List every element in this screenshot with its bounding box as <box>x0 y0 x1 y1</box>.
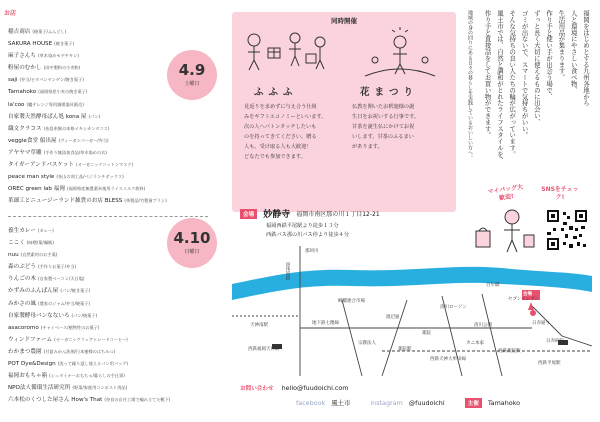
shop-note: (オーガニックフェアトレードコーヒー) <box>54 336 128 342</box>
shop-note: (味噌/菓/麺飯) <box>26 240 54 246</box>
instagram-handle[interactable]: @fuudoichi <box>408 399 445 407</box>
shop-item <box>8 394 218 406</box>
shop-name: アヤヤマ草雕 <box>8 149 42 156</box>
shop-item <box>8 370 218 382</box>
day1-weekday: 土曜日 <box>184 81 200 87</box>
map-shrine-label: 宗教法人 <box>358 341 376 346</box>
shop-note: (自然素材のお手菓) <box>20 252 58 258</box>
shop-note: (竈テレンジ専用調理器具販売) <box>26 101 84 107</box>
concurrent-title: 同時開催 <box>331 17 357 25</box>
shop-item <box>8 147 218 159</box>
shop-note: (甘夏みかん洗剤/日本蜜蜂のはちみつ) <box>43 348 116 354</box>
intro-line: ゴミが出ないで、スマートで気持ちがいい。 <box>520 10 529 138</box>
map-seven-label: セブンイレブン <box>508 297 539 302</box>
shop-note: (洗って繰り返し使えるパン用バッグ) <box>57 361 128 367</box>
shop-note: (弁当/ビタバンヤンゲン/焼き菓子) <box>19 77 84 83</box>
shop-name: Tamahoko <box>8 89 37 96</box>
shop-note: (農家のジャム/弁当/焼菓子) <box>37 300 91 306</box>
shop-note: (オーガニックコットンマスク) <box>75 162 134 168</box>
description-line: 人も、受け取る人も大歓迎！ <box>244 144 312 150</box>
shop-name: 養生カレー <box>8 228 36 234</box>
shop-name: 革細工とニュージーランド雑貨のお店 BLESS <box>8 198 123 205</box>
map-venue-dot <box>530 310 536 316</box>
access-line-2: 西鉄バス那の川バス停より徒歩４分 <box>266 232 350 238</box>
map-hyakunen-label: 百年橋 <box>486 283 500 288</box>
shop-note: (焼菓子/ふんどし) <box>32 29 67 34</box>
shop-item <box>8 99 218 111</box>
shop-note: (焼き菓子) <box>54 41 75 47</box>
contact-row <box>240 384 349 392</box>
shop-note: (糸島糸綿の本格メキシカンタコス) <box>43 125 110 131</box>
intro-line: 作り手と直接話をしてお買い物ができます。 <box>483 10 492 138</box>
shop-name: peace man style <box>8 174 55 181</box>
intro-line: ずっと長く大切に使えるものに出会い、 <box>532 10 541 126</box>
buddha-illustration <box>355 26 445 82</box>
shop-item <box>8 135 218 147</box>
shop-name: 森のぶどう <box>8 264 36 271</box>
day2-date: 4.10 <box>173 229 211 247</box>
shops-section-label: お店 <box>4 10 17 17</box>
shop-item <box>8 322 218 334</box>
shop-item <box>8 310 218 322</box>
sns-callout: SNSをチェック! <box>541 186 579 201</box>
shop-name: 粉屋のむかし <box>8 65 42 72</box>
intro-line: 生活用品が集まります。 <box>557 10 566 81</box>
shop-name: la'coo <box>8 101 25 108</box>
shop-name: わかまつ農園 <box>8 348 42 355</box>
description-line: 仏教を開いたお釈迦様の誕 <box>352 104 415 110</box>
shop-note: (野菜/家庭用コンポスト用品) <box>72 385 128 391</box>
description-line: 見返りを求めずに与え合う仕組 <box>244 104 317 110</box>
shop-note: (糸山の刈工品/ベジランチボックス) <box>56 174 124 180</box>
social-row <box>296 398 520 408</box>
event-fufufu-description <box>244 102 348 162</box>
intro-line: そんな気持ちの良い人たちの輪が広がっています。 <box>508 10 517 158</box>
map-venue-pointer <box>528 302 534 310</box>
instagram-label: instagram <box>370 399 403 407</box>
map-yakuin-nishitetsu-label: 西鉄薬院駅 <box>498 349 521 354</box>
description-line: があります。 <box>352 144 383 150</box>
venue-row <box>240 207 380 220</box>
shop-note: (パン) <box>88 113 101 119</box>
day1-date: 4.9 <box>178 61 206 79</box>
description-line: どなたでも参加できます。 <box>244 154 306 160</box>
shop-name: ウィンドファーム <box>8 336 53 343</box>
shop-item <box>8 171 218 183</box>
shop-item <box>8 123 218 135</box>
description-line: 次の人へバトンタッチしたいも <box>244 124 317 130</box>
shop-note: (草木染めモデチキン) <box>37 53 79 59</box>
description-line: のを持ってきてください。贈る <box>244 134 317 140</box>
event-hanamatsuri-title: 花まつり <box>360 87 419 98</box>
shop-item <box>8 382 218 394</box>
shop-item <box>8 334 218 346</box>
shop-name: ここく <box>8 240 25 247</box>
shop-note: (手作りお菓子/弁当) <box>37 264 77 270</box>
day-divider <box>8 216 208 217</box>
contact-email[interactable]: hello@fuudoichi.com <box>281 384 349 392</box>
shop-name: 麻子さんち <box>8 53 36 60</box>
shop-note: (田中製粉の小麦粉) <box>43 65 81 71</box>
shop-item <box>8 273 218 285</box>
map-yakuin-station-label: 薬院駅 <box>398 347 412 352</box>
shop-note: (パン/焼菓子) <box>71 312 98 318</box>
shop-name: saji <box>8 77 18 84</box>
gift-exchange-illustration <box>240 28 330 80</box>
map-yakuin-label: 薬院 <box>422 331 431 336</box>
map-nisseki-dori-label: 日赤通り <box>532 321 550 326</box>
shop-name: 自家製酵母パンなないろ <box>8 312 70 319</box>
organizer-label: 主催 <box>465 398 482 408</box>
shop-name: 織文クラコス <box>8 125 42 132</box>
venue-name: 妙静寺 <box>263 210 291 220</box>
contact-label: お問い合わせ <box>240 386 274 392</box>
shop-note: (奈良の自社工場で編み立てた靴下) <box>104 397 171 403</box>
shop-item <box>8 111 218 123</box>
description-line: いします。甘茶のふるまい <box>352 134 414 140</box>
shop-note: (福岡県産無農薬米使用ライスミルク飲料) <box>66 186 146 192</box>
shop-note: (革製品/竹製歯ブラシ) <box>124 198 167 204</box>
event-hanamatsuri-description <box>352 102 456 152</box>
shop-name: asacoromo <box>8 324 39 331</box>
map-hirao-station-label: 西鉄平尾駅 <box>538 361 561 366</box>
intro-vertical-text <box>462 10 592 185</box>
map-nishitetsu-tenjin-label: 西鉄福岡天神駅 <box>248 347 280 352</box>
venue-access <box>266 222 349 240</box>
map-kokutai-label: 国体道路 <box>285 262 290 280</box>
shop-name: OREC green lab 福岡 <box>8 186 65 193</box>
map-venue-label: 会場 <box>523 292 532 297</box>
organizer-name: Tamahoko <box>487 399 521 407</box>
intro-line: 福岡をはじめとする九州各地から <box>582 10 590 106</box>
day2-date-badge <box>167 218 217 268</box>
shop-item <box>8 358 218 370</box>
shop-note: (チャイベース/植物性のお菓子) <box>40 324 100 330</box>
access-line-1: 福岡西鉄平尾駅より徒歩１３分 <box>266 223 339 229</box>
shop-name: SAKURA HOUSE <box>8 41 53 48</box>
map-tenjin-label: 天神南駅 <box>250 323 268 328</box>
facebook-name[interactable]: 風土市 <box>331 399 351 407</box>
map-nishitetsu-line-label: 西鉄天神大牟田線 <box>430 357 466 362</box>
shop-name: 自家製天然酵母ぱん処 kona 屋 <box>8 113 87 120</box>
shop-name: 福岡おもちゃ箱 <box>8 373 48 380</box>
shop-name: NPO法人循環生活研究所 <box>8 385 71 392</box>
shop-item <box>8 183 218 195</box>
shop-item <box>8 26 218 38</box>
shop-note: (福岡県産小麦の焼き菓子) <box>38 89 88 95</box>
shop-name: タイガーアンドバスケット <box>8 162 74 169</box>
shop-note: (パン/焼き菓子) <box>60 288 91 294</box>
my-bag-callout: マイバッグ大歓迎! <box>487 183 524 202</box>
shop-name: みかさの風 <box>8 300 36 307</box>
day1-date-badge <box>167 50 217 100</box>
shop-note: (カレー) <box>37 228 54 233</box>
shop-note: (ヴィーガンパーガー/弁当) <box>58 137 109 143</box>
shop-name: かずみのふんぱん屋 <box>8 288 59 295</box>
shop-name: veggie食堂 船出屋 <box>8 137 57 144</box>
intro-extra-text: 地域の身の回りにある日々の暮らしを実践しているおいしい方へ。 <box>467 10 473 160</box>
shop-item <box>8 38 218 50</box>
event-fufufu-title: ふふふ <box>254 87 298 98</box>
shop-item <box>8 346 218 358</box>
shop-name: 六本松のくつした屋さん How's That <box>8 397 103 404</box>
facebook-label: facebook <box>296 399 326 407</box>
map-kanoya-label: カニ本家 <box>466 341 484 346</box>
shop-note: (シュタイナーおもちゃ/暮らしの手仕事) <box>49 373 125 379</box>
intro-line: 作り手と使い手が出会う場で、 <box>545 10 554 100</box>
description-line: 生日をお祝いする行事です。 <box>352 114 420 120</box>
shop-item <box>8 298 218 310</box>
map-river-label: 那珂川 <box>305 249 319 254</box>
intro-line: 人と環境にやさしい食べ物、 <box>569 10 578 94</box>
shop-name: nuu <box>8 252 19 259</box>
description-line: みをギフトエコノミーといいます。 <box>244 114 327 120</box>
shop-name: りんごの木 <box>8 276 36 283</box>
venue-address: 福岡市南区那の川１丁目12-21 <box>296 211 380 218</box>
shop-name: POT Dye&Design <box>8 361 56 368</box>
map-subway-label: 地下鉄七隈線 <box>312 321 339 326</box>
map-lawson-label: 清川ローソン <box>440 305 467 310</box>
shop-item <box>8 195 218 207</box>
shop-note: (自家製ベーコン/天日塩) <box>37 276 85 282</box>
shop-name: 稲吉商店 <box>8 29 31 35</box>
shop-note: (手作り無添加食品/草木染めの衣) <box>43 149 107 155</box>
map-yanagibashi-label: 柳橋連合市場 <box>338 299 365 304</box>
day2-weekday: 日曜日 <box>184 249 200 255</box>
map-watanabe-label: 渡辺通 <box>386 315 400 320</box>
map-kiyokawa-park-label: 清川公園 <box>474 323 492 328</box>
map-nisseki-hospital-label: 日赤病院 <box>546 339 564 344</box>
shop-item <box>8 285 218 297</box>
intro-line: 風土市では、自然と調和がとれたライフスタイルを、 <box>495 10 504 164</box>
venue-label: 会場 <box>240 209 257 219</box>
shop-item <box>8 159 218 171</box>
description-line: 甘茶を誕生仏にかけてお祝 <box>352 124 415 130</box>
